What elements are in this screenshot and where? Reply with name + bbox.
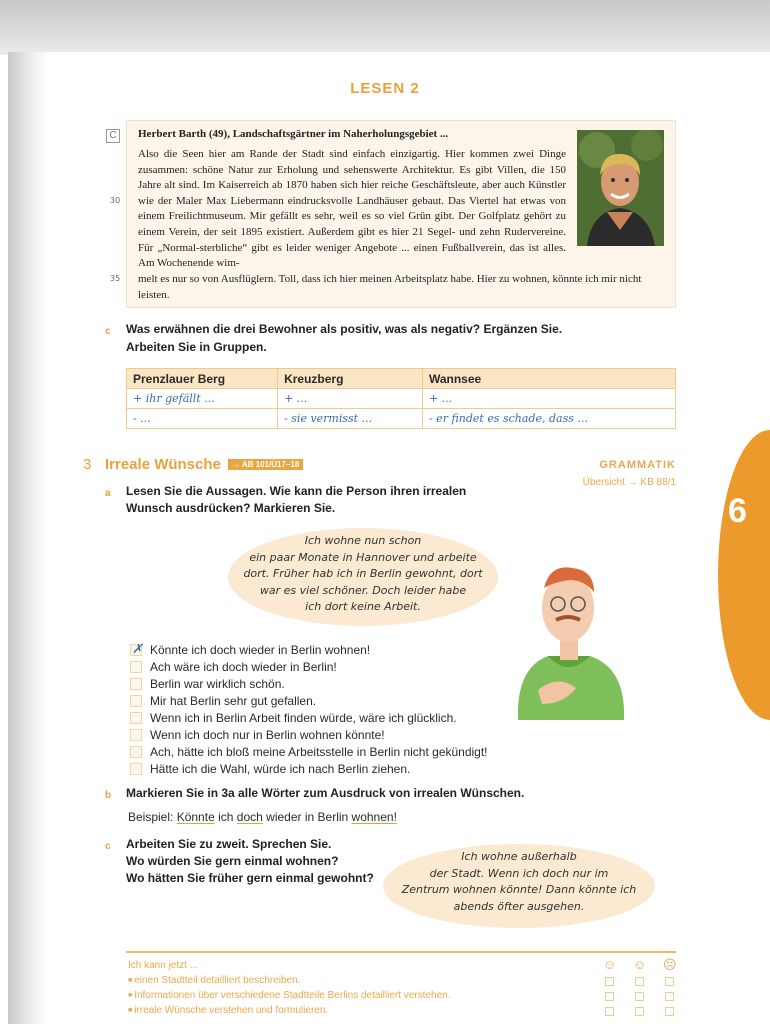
table-header-row [127, 369, 676, 389]
grammar-reference: Übersicht → KB 88/1 [582, 477, 676, 488]
bubble-line: abends öfter ausgehen. [453, 899, 585, 913]
task-letter-c: c [105, 326, 111, 337]
table-cell[interactable]: + ... [278, 389, 423, 409]
table-header-kreuzberg: Kreuzberg [278, 369, 423, 389]
self-assess-checkbox[interactable] [635, 977, 644, 986]
self-assess-checkbox[interactable] [605, 1007, 614, 1016]
portrait-photo [577, 130, 664, 246]
bubble-line: dort. Früher hab ich in Berlin gewohnt, dort [243, 567, 483, 580]
example-sentence [128, 810, 397, 824]
speech-bubble-2-text [388, 849, 650, 915]
exercise-title: Irreale Wünsche [105, 456, 221, 473]
self-assess-checkbox[interactable] [665, 977, 674, 986]
statement-text: Hätte ich die Wahl, würde ich nach Berlin ziehen. [150, 761, 411, 776]
table-row [127, 389, 676, 409]
task-c2-line2: Wo würden Sie gern einmal wohnen? [126, 854, 339, 868]
bubble-line: Zentrum wohnen könnte! Dann könnte ich [401, 883, 637, 896]
task-c2-line3: Wo hätten Sie früher gern einmal gewohnt? [126, 871, 374, 885]
workbook-reference: → AB 101/Ü17–18 [228, 459, 303, 470]
can-do-item: ■ Informationen über verschiedene Stadtteile Berlins detailliert verstehen. [128, 990, 450, 1001]
statement-checkbox[interactable] [130, 661, 142, 673]
portrait-illustration [577, 130, 664, 246]
task-b-text: Markieren Sie in 3a alle Wörter zum Ausdruck von irrealen Wünschen. [126, 786, 525, 800]
sad-face-icon: ☹ [663, 957, 677, 972]
example-word: ich [218, 810, 234, 824]
statement-checkbox[interactable] [130, 678, 142, 690]
example-word: wieder in Berlin [266, 810, 349, 824]
self-assess-checkbox[interactable] [605, 977, 614, 986]
table-header-wannsee: Wannsee [422, 369, 675, 389]
statement-3[interactable] [130, 675, 285, 692]
line-number-35: 35 [110, 274, 121, 283]
chapter-number: 6 [728, 492, 747, 530]
speech-bubble-1-text [233, 533, 493, 616]
statement-2[interactable] [130, 658, 337, 675]
task-c2-line1: Arbeiten Sie zu zweit. Sprechen Sie. [126, 837, 332, 851]
task-c-line2: Arbeiten Sie in Gruppen. [126, 340, 267, 354]
text-label-c: C [106, 129, 120, 143]
bubble-line: Ich wohne außerhalb [461, 850, 577, 863]
happy-face-icon: ☺ [603, 957, 617, 972]
bubble-line: Ich wohne nun schon [304, 534, 422, 547]
check-mark-icon: ✗ [132, 640, 143, 656]
task-letter-b: b [105, 790, 112, 801]
statement-checkbox[interactable] [130, 763, 142, 775]
bubble-line: ein paar Monate in Hannover und arbeite [249, 550, 477, 564]
bubble-line: der Stadt. Wenn ich doch nur im [429, 866, 609, 880]
example-word: doch [236, 810, 263, 824]
line-number-30: 30 [110, 196, 121, 205]
can-do-item: ■ einen Stadtteil detailliert beschreiben. [128, 975, 300, 986]
task-c-line1: Was erwähnen die drei Bewohner als positiv, was als negativ? Ergänzen Sie. [126, 322, 563, 336]
table-cell[interactable]: - ... [127, 409, 278, 429]
text-body-end: melt es nur so von Ausflüglern. Toll, dass ich hier meinen Arbeitsplatz habe. Hier zu wohnen, könnte ich mir nicht leisten. [138, 273, 642, 301]
table-row [127, 409, 676, 429]
bubble-line: ich dort keine Arbeit. [305, 600, 421, 613]
book-spine-shadow [8, 52, 48, 1024]
text-body: Also die Seen hier am Rande der Stadt sind einfach einzigartig. Hier kommen zwei Dinge zusammen: schöne Natur zur Erholung und sehenswerte Architektur. Es gibt Villen, die 150 Jahre alt sind. Im Kaiserreich ab 1870 haben sich hier reiche Geschäftsleute, aber auch Künstler wie der Maler Max Liebermann eindrucksvolle Landhäuser gebaut. Das Viertel hat etwas von einem Freilichtmuseum. Mir gefällt es sehr, weil es so viel Grün gibt. Der Golfplatz gehört zu einem Verein, der seit 1895 existiert. Außerdem gibt es hier 21 Segel- und zehn Rudervereine. Für „Normal-sterbliche“ gibt es leider weniger Angebote ... einen Fußballverein, das ist alles. Am Wochenende wim- [138, 148, 566, 270]
statement-text: Mir hat Berlin sehr gut gefallen. [150, 693, 317, 708]
comparison-table [126, 368, 676, 429]
self-assess-checkbox[interactable] [605, 992, 614, 1001]
table-header-prenzlauer-berg: Prenzlauer Berg [127, 369, 278, 389]
can-do-title: Ich kann jetzt ... [128, 960, 199, 971]
statement-4[interactable] [130, 692, 316, 709]
statement-1[interactable] [130, 641, 370, 658]
table-cell[interactable]: + ... [422, 389, 675, 409]
task-letter-c2: c [105, 841, 111, 852]
statement-text: Ach, hätte ich bloß meine Arbeitsstelle in Berlin nicht gekündigt! [150, 744, 488, 759]
statement-text: Wenn ich in Berlin Arbeit finden würde, wäre ich glücklich. [150, 710, 457, 725]
self-assess-checkbox[interactable] [635, 1007, 644, 1016]
neutral-face-icon: ☺ [633, 957, 647, 972]
statement-text: Berlin war wirklich schön. [150, 676, 285, 691]
statement-text: Ach wäre ich doch wieder in Berlin! [150, 659, 337, 674]
exercise-number: 3 [83, 456, 92, 473]
table-cell[interactable]: + ihr gefällt ... [127, 389, 278, 409]
statement-text: Wenn ich doch nur in Berlin wohnen könnte! [150, 727, 385, 742]
scan-top-edge [0, 0, 770, 55]
task-letter-a: a [105, 488, 111, 499]
table-cell[interactable]: - er findet es schade, dass ... [422, 409, 675, 429]
man-illustration [498, 558, 638, 720]
statement-8[interactable] [130, 760, 410, 777]
statement-5[interactable] [130, 709, 457, 726]
section-title: LESEN 2 [350, 80, 420, 97]
statement-checkbox[interactable] [130, 712, 142, 724]
statement-checkbox[interactable] [130, 746, 142, 758]
can-do-item: ■ irreale Wünsche verstehen und formulieren. [128, 1005, 328, 1016]
statement-6[interactable] [130, 726, 385, 743]
statement-checkbox[interactable] [130, 640, 143, 656]
self-assess-checkbox[interactable] [665, 992, 674, 1001]
task-a-line2: Wunsch ausdrücken? Markieren Sie. [126, 501, 336, 515]
self-assess-checkbox[interactable] [665, 1007, 674, 1016]
grammar-label: GRAMMATIK [599, 459, 676, 471]
divider [126, 951, 676, 953]
bubble-line: war es viel schöner. Doch leider habe [259, 583, 467, 597]
statement-checkbox[interactable] [130, 729, 142, 741]
statement-checkbox[interactable] [130, 695, 142, 707]
statement-7[interactable] [130, 743, 488, 760]
statement-text: Könnte ich doch wieder in Berlin wohnen! [150, 642, 371, 657]
example-label: Beispiel: [128, 810, 174, 824]
example-word: wohnen! [351, 810, 397, 824]
example-word: Könnte [176, 810, 215, 824]
self-assess-checkbox[interactable] [635, 992, 644, 1001]
text-heading: Herbert Barth (49), Landschaftsgärtner im Naherholungsgebiet ... [138, 128, 449, 140]
table-cell[interactable]: - sie vermisst ... [278, 409, 423, 429]
task-a-line1: Lesen Sie die Aussagen. Wie kann die Person ihren irrealen [126, 484, 467, 498]
